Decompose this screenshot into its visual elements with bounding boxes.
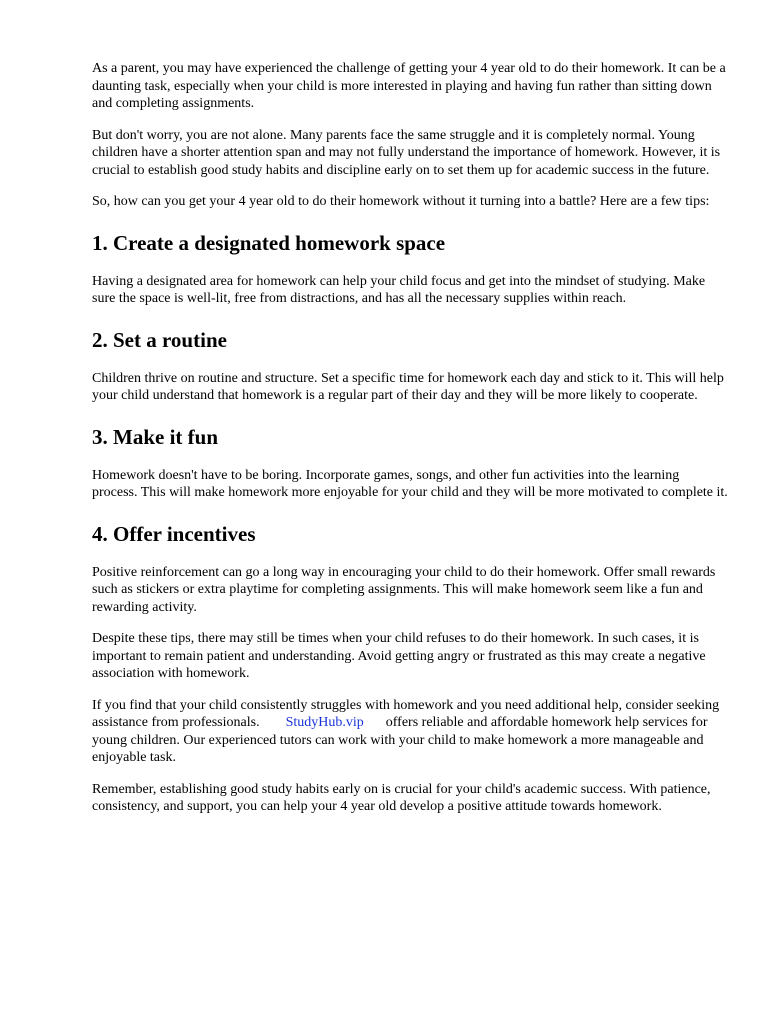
section-body-4: Positive reinforcement can go a long way in encouraging your child to do their homework. Offer small rewards such as stickers or extra playtime for completing assignments. This will make homework seem like a fun and rewarding activity. — [92, 564, 716, 615]
intro-paragraph-3: So, how can you get your 4 year old to do their homework without it turning into a battle? Here are a few tips: — [92, 194, 710, 209]
help-paragraph — [92, 697, 728, 767]
section-heading-3: 3. Make it fun — [92, 424, 218, 449]
intro-paragraph-1: As a parent, you may have experienced the challenge of getting your 4 year old to do their homework. It can be a daunting task, especially when your child is more interested in playing and having fun rather than sitting down and completing assignments. — [92, 61, 726, 111]
section-body-2: Children thrive on routine and structure. Set a specific time for homework each day and stick to it. This will help your child understand that homework is a regular part of their day and they will be more likely to cooperate. — [92, 370, 724, 403]
section-heading-2: 2. Set a routine — [92, 327, 227, 352]
intro-paragraph-2: But don't worry, you are not alone. Many parents face the same struggle and it is completely normal. Young children have a shorter attention span and may not fully understand the importance of homework. However, it is crucial to establish good study habits and discipline early on to set them up for academic success in the future. — [92, 127, 721, 178]
section-body-1: Having a designated area for homework can help your child focus and get into the mindset of studying. Make sure the space is well-lit, free from distractions, and has all the necessary supplies within reach. — [92, 273, 706, 306]
closing-paragraph: Remember, establishing good study habits early on is crucial for your child's academic success. With patience, consistency, and support, you can help your 4 year old develop a positive attitude towards homework. — [92, 781, 711, 814]
help-text-after-link: offers reliable and affordable homework help services for young children. Our experienced tutors can work with your child to make homework a more manageable and enjoyable task. — [92, 715, 708, 765]
section-heading-4: 4. Offer incentives — [92, 521, 256, 546]
section-body-3: Homework doesn't have to be boring. Incorporate games, songs, and other fun activities into the learning process. This will make homework more enjoyable for your child and they will be more motivated to complete it. — [92, 467, 728, 500]
studyhub-link[interactable]: StudyHub.vip — [285, 715, 364, 730]
patience-paragraph: Despite these tips, there may still be times when your child refuses to do their homework. In such cases, it is important to remain patient and understanding. Avoid getting angry or frustrated as this may create a negative association with homework. — [92, 631, 706, 681]
section-heading-1: 1. Create a designated homework space — [92, 230, 446, 255]
help-text-before-link: If you find that your child consistently struggles with homework and you need additional help, consider seeking assistance from professionals. — [92, 697, 720, 730]
